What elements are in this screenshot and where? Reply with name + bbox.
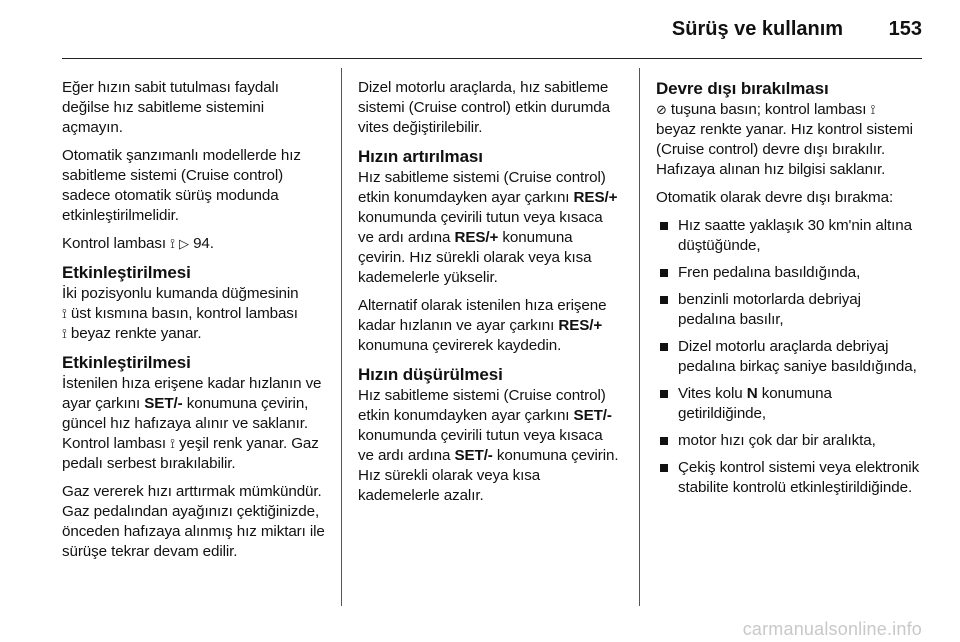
paragraph	[358, 386, 622, 506]
text: konumuna çevirin. Hız sürekli olarak veya kısa kademelerle azalır.	[358, 447, 619, 504]
paragraph	[656, 100, 920, 180]
control-label: SET/-	[144, 395, 183, 412]
text: konumunda çevirili tutun veya kısaca ve ardı ardına	[358, 427, 603, 464]
paragraph	[62, 234, 326, 254]
paragraph	[358, 168, 622, 288]
list-item: Çekiş kontrol sistemi veya elektronik stabilite kontrolü etkinleştirildiğinde.	[656, 458, 920, 498]
paragraph: Gaz vererek hızı arttırmak mümkündür. Gaz pedalından ayağınızı çektiğinizde, önceden hafızaya alınmış hız miktarı ile sürüşe tekrar devam edilir.	[62, 483, 325, 560]
section-title: Sürüş ve kullanım	[671, 18, 844, 40]
text: beyaz renkte yanar.	[70, 325, 202, 342]
section-heading: Hızın artırılması	[358, 147, 483, 166]
cruise-control-icon: ⟟	[170, 236, 175, 251]
list-item	[656, 384, 920, 424]
text: Alternatif olarak istenilen hıza erişene kadar hızlanın ve ayar çarkını	[358, 297, 607, 334]
paragraph	[62, 284, 326, 344]
page-header	[672, 18, 922, 41]
cruise-control-icon: ⟟	[62, 326, 67, 341]
paragraph: Otomatik şanzımanlı modellerde hız sabitleme sistemi (Cruise control) sadece otomatik sürüş modunda etkinleştirilmelidir.	[62, 147, 301, 224]
control-label: SET/-	[573, 407, 612, 424]
text: konumuna getirildiğinde,	[678, 385, 832, 422]
text: konumuna çevirerek kaydedin.	[358, 337, 562, 354]
bullet-list	[656, 216, 920, 498]
page-reference: 94.	[193, 235, 214, 252]
cruise-cancel-icon: ⊘	[656, 102, 667, 117]
section-heading: Devre dışı bırakılması	[656, 79, 829, 98]
column-divider	[341, 68, 342, 606]
section-heading: Hızın düşürülmesi	[358, 365, 503, 384]
text: İki pozisyonlu kumanda düğmesinin	[62, 285, 299, 302]
paragraph: Eğer hızın sabit tutulması faydalı değilse hız sabitleme sistemini açmayın.	[62, 79, 279, 136]
control-label: RES/+	[454, 229, 499, 246]
column-3	[656, 78, 920, 505]
text: konumuna çevirin, güncel hız hafızaya alınır ve saklanır. Kontrol lambası	[62, 395, 309, 452]
text: konumuna çevirin. Hız sürekli olarak veya kısa kademelerle yükselir.	[358, 229, 592, 286]
cruise-control-icon: ⟟	[62, 306, 67, 321]
paragraph	[62, 374, 326, 474]
control-label: RES/+	[573, 189, 618, 206]
text: Hız sabitleme sistemi (Cruise control) etkin konumdayken ayar çarkını	[358, 169, 606, 206]
page-reference-arrow-icon: ▷	[179, 236, 189, 251]
text: Kontrol lambası	[62, 235, 167, 252]
text: tuşuna basın; kontrol lambası	[670, 101, 867, 118]
watermark: carmanualsonline.info	[742, 619, 922, 639]
text: beyaz renkte yanar. Hız kontrol sistemi (Cruise control) devre dışı bırakılır. Hafızaya alınan hız bilgisi saklanır.	[656, 121, 913, 178]
list-item: Dizel motorlu araçlarda debriyaj pedalına birkaç saniye basıldığında,	[656, 337, 920, 377]
paragraph: Dizel motorlu araçlarda, hız sabitleme sistemi (Cruise control) etkin durumda vites değiştirilebilir.	[358, 79, 610, 136]
control-label: RES/+	[558, 317, 603, 334]
section-heading: Etkinleştirilmesi	[62, 263, 191, 282]
column-2	[358, 78, 622, 514]
column-1	[62, 78, 326, 570]
cruise-control-icon: ⟟	[870, 102, 876, 117]
cruise-control-icon: ⟟	[170, 436, 175, 451]
text: İstenilen hıza erişene kadar hızlanın ve ayar çarkını	[62, 375, 322, 412]
paragraph	[358, 296, 622, 356]
list-item: benzinli motorlarda debriyaj pedalına basılır,	[656, 290, 920, 330]
text: Vites kolu	[678, 385, 743, 402]
list-item: Fren pedalına basıldığında,	[656, 263, 920, 283]
section-heading: Etkinleştirilmesi	[62, 353, 191, 372]
text: konumunda çevirili tutun veya kısaca ve ardı ardına	[358, 209, 603, 246]
text: üst kısmına basın, kontrol lambası	[70, 305, 298, 322]
list-item: motor hızı çok dar bir aralıkta,	[656, 431, 920, 451]
list-item: Hız saatte yaklaşık 30 km'nin altına düştüğünde,	[656, 216, 920, 256]
control-label: N	[746, 385, 758, 402]
control-label: SET/-	[454, 447, 493, 464]
column-divider	[639, 68, 640, 606]
text: Hız sabitleme sistemi (Cruise control) etkin konumdayken ayar çarkını	[358, 387, 606, 424]
text: yeşil renk yanar. Gaz pedalı serbest bırakılabilir.	[62, 435, 319, 472]
paragraph: Otomatik olarak devre dışı bırakma:	[656, 189, 894, 206]
page-number: 153	[888, 18, 922, 40]
header-divider	[62, 58, 922, 59]
